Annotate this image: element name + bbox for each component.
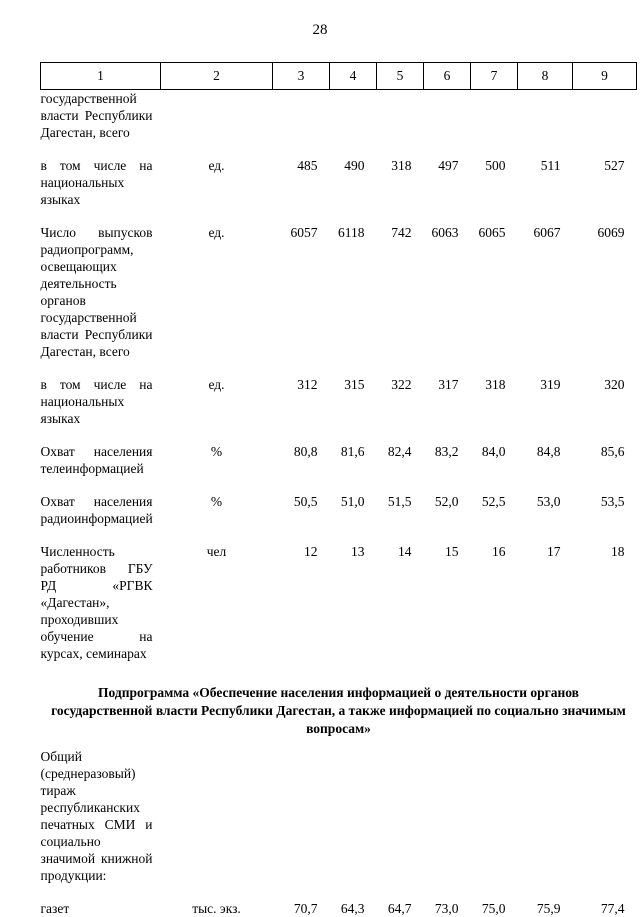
row-spacer [41, 527, 637, 543]
value-cell: 315 [344, 377, 365, 392]
row-label: Общий (среднеразовый) тираж республиканских печатных СМИ и социально значимой книжной продукции: [40, 749, 153, 883]
column-header: 6 [424, 63, 471, 90]
row-unit: ед. [208, 158, 225, 173]
row-spacer [41, 884, 637, 900]
value-cell: 6065 [478, 225, 506, 240]
value-cell [518, 90, 573, 142]
value-cell: 70,7 [293, 901, 318, 916]
table-header-row [41, 63, 637, 90]
value-cell: 15 [445, 544, 459, 559]
column-header: 9 [573, 63, 637, 90]
column-header: 2 [161, 63, 273, 90]
value-cell: 80,8 [293, 444, 318, 459]
row-unit: тыс. экз. [192, 901, 241, 916]
value-cell: 64,3 [340, 901, 365, 916]
value-cell: 77,4 [600, 901, 625, 916]
table-row [41, 90, 637, 142]
spacer-cell [41, 427, 637, 443]
row-label: в том числе на национальных языках [40, 158, 153, 207]
row-spacer [41, 662, 637, 678]
value-cell: 50,5 [293, 494, 318, 509]
value-cell: 52,0 [434, 494, 459, 509]
value-cell: 52,5 [481, 494, 506, 509]
value-cell: 6118 [338, 225, 365, 240]
value-cell [573, 748, 637, 884]
column-header: 1 [41, 63, 161, 90]
column-header: 7 [471, 63, 518, 90]
value-cell: 14 [398, 544, 412, 559]
spacer-cell [41, 884, 637, 900]
table-row [41, 224, 637, 360]
table-row [41, 748, 637, 884]
value-cell: 82,4 [387, 444, 412, 459]
row-unit: % [210, 494, 223, 509]
value-cell: 53,0 [536, 494, 561, 509]
value-cell: 497 [438, 158, 459, 173]
value-cell: 319 [540, 377, 561, 392]
row-spacer [41, 141, 637, 157]
column-header: 4 [330, 63, 377, 90]
column-header: 3 [273, 63, 330, 90]
value-cell: 6063 [431, 225, 459, 240]
value-cell: 84,8 [536, 444, 561, 459]
value-cell: 84,0 [481, 444, 506, 459]
row-unit: % [210, 444, 223, 459]
table-row [41, 493, 637, 527]
value-cell [330, 90, 377, 142]
section-title: Подпрограмма «Обеспечение населения информацией о деятельности органов государственной власти Республики Дагестан, а также информацией по социально значимым вопросам» [51, 685, 626, 736]
spacer-cell [41, 141, 637, 157]
value-cell [471, 90, 518, 142]
value-cell: 312 [297, 377, 318, 392]
value-cell [377, 90, 424, 142]
value-cell: 511 [540, 158, 561, 173]
value-cell [377, 748, 424, 884]
spacer-cell [41, 527, 637, 543]
row-label: Охват населения телеинформацией [40, 444, 153, 476]
row-label: Число выпусков радиопрограмм, освещающих деятельность органов государственной власти Республики Дагестан, всего [40, 225, 153, 359]
value-cell: 322 [391, 377, 412, 392]
row-unit: чел [206, 544, 227, 559]
column-header: 5 [377, 63, 424, 90]
value-cell: 73,0 [434, 901, 459, 916]
value-cell: 12 [304, 544, 318, 559]
spacer-cell [41, 208, 637, 224]
column-header: 8 [518, 63, 573, 90]
table-row [41, 900, 637, 917]
spacer-cell [41, 360, 637, 376]
value-cell [518, 748, 573, 884]
row-unit [161, 748, 273, 884]
table-row [41, 443, 637, 477]
value-cell [273, 90, 330, 142]
value-cell: 81,6 [340, 444, 365, 459]
value-cell: 85,6 [600, 444, 625, 459]
section-row [41, 678, 637, 748]
row-label: Численность работников ГБУ РД «РГВК «Дагестан», проходивших обучение на курсах, семинарах [40, 544, 153, 661]
table-row [41, 157, 637, 208]
value-cell: 83,2 [434, 444, 459, 459]
value-cell: 75,0 [481, 901, 506, 916]
row-spacer [41, 360, 637, 376]
value-cell [471, 748, 518, 884]
value-cell: 51,0 [340, 494, 365, 509]
value-cell: 6069 [597, 225, 625, 240]
spacer-cell [41, 477, 637, 493]
value-cell: 490 [344, 158, 365, 173]
table-row [41, 376, 637, 427]
value-cell: 320 [604, 377, 625, 392]
spacer-cell [41, 662, 637, 678]
row-unit [161, 90, 273, 142]
value-cell: 500 [485, 158, 506, 173]
value-cell [424, 748, 471, 884]
value-cell: 318 [485, 377, 506, 392]
value-cell: 13 [351, 544, 365, 559]
value-cell: 742 [391, 225, 412, 240]
row-unit: ед. [208, 225, 225, 240]
value-cell: 317 [438, 377, 459, 392]
value-cell [273, 748, 330, 884]
row-label: газет [40, 901, 70, 916]
value-cell: 16 [492, 544, 506, 559]
row-label: Охват населения радиоинформацией [40, 494, 153, 526]
data-table [40, 62, 637, 917]
row-spacer [41, 427, 637, 443]
page-number: 28 [312, 22, 328, 38]
value-cell: 318 [391, 158, 412, 173]
value-cell: 51,5 [387, 494, 412, 509]
value-cell: 75,9 [536, 901, 561, 916]
value-cell: 18 [611, 544, 625, 559]
value-cell: 485 [297, 158, 318, 173]
value-cell: 17 [547, 544, 561, 559]
value-cell [330, 748, 377, 884]
row-unit: ед. [208, 377, 225, 392]
row-spacer [41, 208, 637, 224]
value-cell: 6067 [533, 225, 561, 240]
value-cell: 527 [604, 158, 625, 173]
value-cell: 6057 [290, 225, 318, 240]
row-label: в том числе на национальных языках [40, 377, 153, 426]
value-cell [573, 90, 637, 142]
value-cell: 64,7 [387, 901, 412, 916]
value-cell [424, 90, 471, 142]
value-cell: 53,5 [600, 494, 625, 509]
row-spacer [41, 477, 637, 493]
row-label: государственной власти Республики Дагестан, всего [40, 91, 153, 140]
table-row [41, 543, 637, 662]
